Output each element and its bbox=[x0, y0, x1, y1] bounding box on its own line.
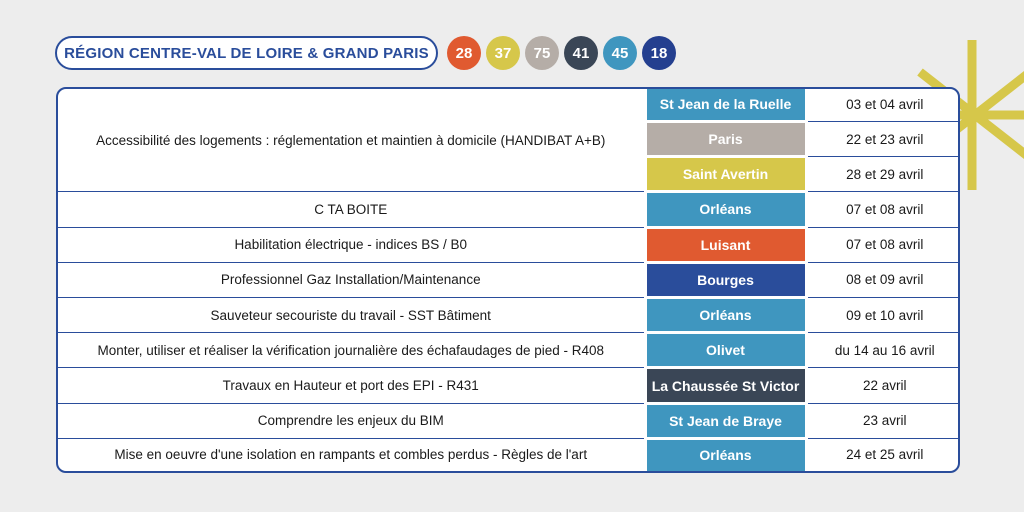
date-cell: 24 et 25 avril bbox=[806, 438, 960, 471]
department-badge: 37 bbox=[486, 36, 520, 70]
course-cell: Accessibilité des logements : réglementation et maintien à domicile (HANDIBAT A+B) bbox=[58, 89, 645, 192]
course-cell: Travaux en Hauteur et port des EPI - R431 bbox=[58, 368, 645, 403]
city-cell: Luisant bbox=[645, 227, 806, 262]
training-schedule-table bbox=[58, 89, 960, 471]
city-cell: Saint Avertin bbox=[645, 157, 806, 192]
city-cell: St Jean de la Ruelle bbox=[645, 89, 806, 121]
department-badge: 28 bbox=[447, 36, 481, 70]
table-row bbox=[58, 192, 960, 227]
table-row bbox=[58, 227, 960, 262]
date-cell: 08 et 09 avril bbox=[806, 262, 960, 297]
table-row bbox=[58, 438, 960, 471]
city-cell: Olivet bbox=[645, 333, 806, 368]
table-row bbox=[58, 89, 960, 121]
course-cell: Sauveteur secouriste du travail - SST Bâtiment bbox=[58, 298, 645, 333]
department-badge: 75 bbox=[525, 36, 559, 70]
training-schedule-card bbox=[56, 87, 960, 473]
department-badge: 45 bbox=[603, 36, 637, 70]
city-cell: St Jean de Braye bbox=[645, 403, 806, 438]
city-cell: Orléans bbox=[645, 192, 806, 227]
date-cell: 22 avril bbox=[806, 368, 960, 403]
table-row bbox=[58, 403, 960, 438]
table-row bbox=[58, 333, 960, 368]
table-row bbox=[58, 368, 960, 403]
table-row bbox=[58, 298, 960, 333]
date-cell: 07 et 08 avril bbox=[806, 227, 960, 262]
table-row bbox=[58, 262, 960, 297]
course-cell: Professionnel Gaz Installation/Maintenance bbox=[58, 262, 645, 297]
city-cell: Bourges bbox=[645, 262, 806, 297]
date-cell: 28 et 29 avril bbox=[806, 157, 960, 192]
date-cell: 09 et 10 avril bbox=[806, 298, 960, 333]
course-cell: Monter, utiliser et réaliser la vérification journalière des échafaudages de pied - R408 bbox=[58, 333, 645, 368]
region-title: RÉGION CENTRE-VAL DE LOIRE & GRAND PARIS bbox=[55, 36, 438, 70]
date-cell: 22 et 23 avril bbox=[806, 121, 960, 156]
date-cell: 23 avril bbox=[806, 403, 960, 438]
date-cell: 03 et 04 avril bbox=[806, 89, 960, 121]
date-cell: du 14 au 16 avril bbox=[806, 333, 960, 368]
city-cell: Paris bbox=[645, 121, 806, 156]
course-cell: C TA BOITE bbox=[58, 192, 645, 227]
course-cell: Mise en oeuvre d'une isolation en rampants et combles perdus - Règles de l'art bbox=[58, 438, 645, 471]
department-badge: 41 bbox=[564, 36, 598, 70]
city-cell: La Chaussée St Victor bbox=[645, 368, 806, 403]
course-cell: Habilitation électrique - indices BS / B0 bbox=[58, 227, 645, 262]
city-cell: Orléans bbox=[645, 438, 806, 471]
department-badge: 18 bbox=[642, 36, 676, 70]
course-cell: Comprendre les enjeux du BIM bbox=[58, 403, 645, 438]
city-cell: Orléans bbox=[645, 298, 806, 333]
date-cell: 07 et 08 avril bbox=[806, 192, 960, 227]
department-badges bbox=[447, 36, 676, 70]
